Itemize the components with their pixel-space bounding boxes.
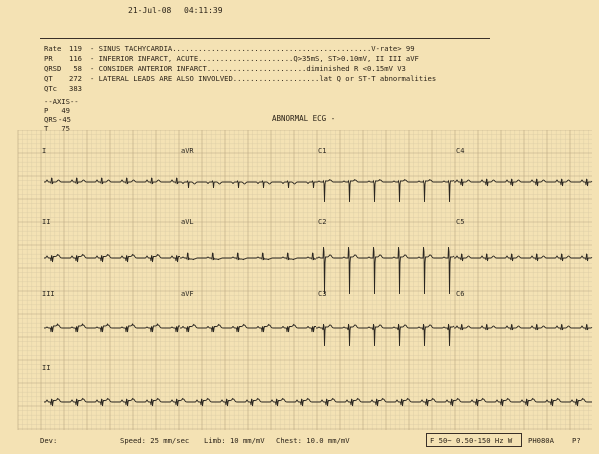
measurement-value-qrsd: 58 [73,64,82,73]
measurement-label-qtc: QTc [44,84,57,93]
axis-label-t: T [44,124,49,133]
lead-label-c5: C5 [456,218,465,226]
measurement-value-qtc: 383 [69,84,82,93]
interpretation-line: - INFERIOR INFARCT, ACUTE......................Q>35mS, ST>0.10mV, II III aVF [90,54,419,63]
grid-lines [18,130,592,430]
interpretation-line: - SINUS TACHYCARDIA..............................................V-rate> 99 [90,44,415,53]
recording-date: 21-Jul-08 [128,6,172,15]
measurement-value-rate: 119 [69,44,82,53]
lead-trace [454,254,592,261]
lead-trace [316,324,454,346]
header-divider [40,38,490,39]
footer-filter: F 50~ 0.50-150 Hz W [430,436,513,445]
footer-model: PH080A [528,436,554,445]
footer-page: P? [572,436,581,445]
recording-time: 04:11:39 [184,6,223,15]
lead-label-i: I [42,147,47,155]
abnormal-ecg-label: ABNORMAL ECG - [272,114,336,123]
axis-value-p: 49 [61,106,70,115]
measurement-value-pr: 116 [69,54,82,63]
ecg-grid [0,130,599,430]
interpretation-line: - LATERAL LEADS ARE ALSO INVOLVED....................lat Q or ST-T abnormalities [90,74,437,83]
lead-label-c4: C4 [456,147,465,155]
axis-value-qrs: -45 [58,115,71,124]
footer-dev: Dev: [40,436,58,445]
lead-trace [454,325,592,330]
axis-label-p: P [44,106,49,115]
lead-trace [44,255,180,262]
measurement-label-qt: QT [44,74,53,83]
measurement-value-qt: 272 [69,74,82,83]
lead-label-ii: II [42,218,51,226]
footer-speed: Speed: 25 mm/sec [120,436,190,445]
lead-trace [44,324,180,332]
lead-label-avl: aVL [181,218,194,226]
lead-label-c3: C3 [318,290,327,298]
axis-label-qrs: QRS [44,115,57,124]
lead-label-iii: III [42,290,55,298]
axis-title: --AXIS-- [44,97,79,106]
lead-label-rhythm-ii: II [42,364,51,372]
lead-label-avf: aVF [181,290,194,298]
lead-label-c6: C6 [456,290,465,298]
lead-label-c2: C2 [318,218,327,226]
lead-label-avr: aVR [181,147,194,155]
axis-value-t: 75 [61,124,70,133]
lead-label-c1: C1 [318,147,327,155]
lead-trace [454,179,592,186]
measurement-label-qrsd: QRSD [44,64,62,73]
lead-trace [316,180,454,202]
lead-trace [44,178,180,184]
grid-major-lines [18,130,592,430]
measurement-label-rate: Rate [44,44,62,53]
interpretation-line: - CONSIDER ANTERIOR INFARCT.......................diminished R <0.15mV V3 [90,64,406,73]
measurement-label-pr: PR [44,54,53,63]
footer-chest: Chest: 10.0 mm/mV [276,436,350,445]
rhythm-strip-trace [44,399,592,406]
footer-limb: Limb: 10 mm/mV [204,436,265,445]
grid-minor-lines [18,130,592,430]
